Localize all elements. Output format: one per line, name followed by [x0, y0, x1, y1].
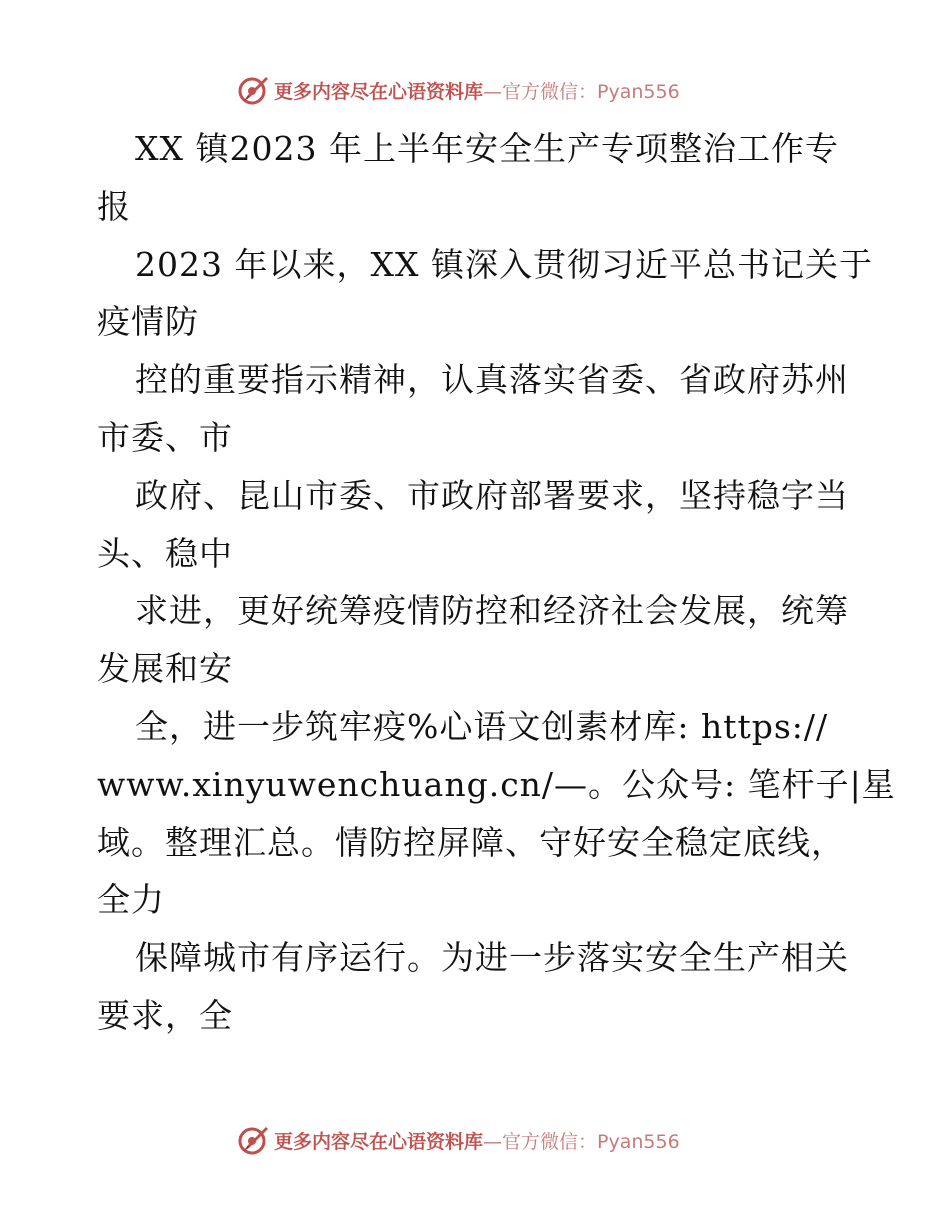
- footer-watermark: [236, 1122, 756, 1158]
- text-line: 要求，全: [97, 995, 233, 1035]
- text-line: 求进，更好统筹疫情防控和经济社会发展，统筹: [135, 591, 849, 631]
- pen-logo-icon: [236, 1123, 270, 1157]
- text-line: 发展和安: [97, 649, 233, 689]
- text-line: 头、稳中: [97, 533, 233, 573]
- text-line: 市委、市: [97, 417, 233, 457]
- text-line: 全力: [97, 880, 165, 920]
- watermark-suffix: —官方微信：Pyan556: [483, 80, 680, 103]
- text-line: 全，进一步筑牢疫%心语文创素材库: https://: [135, 706, 829, 746]
- text-line: 2023 年以来，XX 镇深入贯彻习近平总书记关于: [135, 244, 873, 284]
- text-line: 域。整理汇总。情防控屏障、守好安全稳定底线，: [97, 822, 845, 862]
- text-line: 报: [97, 186, 131, 226]
- text-line: 政府、昆山市委、市政府部署要求，坚持稳字当: [135, 475, 849, 515]
- document-title-line: XX 镇2023 年上半年安全生产专项整治工作专: [135, 129, 839, 168]
- watermark-text: [274, 1127, 680, 1154]
- pen-logo-icon: [236, 73, 270, 107]
- text-line: 保障城市有序运行。为进一步落实安全生产相关: [135, 938, 849, 978]
- header-watermark: [236, 72, 756, 108]
- document-body: [97, 120, 896, 1045]
- watermark-text: [274, 77, 680, 104]
- watermark-suffix: —官方微信：Pyan556: [483, 1130, 680, 1153]
- text-line: 控的重要指示精神，认真落实省委、省政府苏州: [135, 360, 849, 400]
- text-line: 疫情防: [97, 302, 199, 342]
- watermark-prefix: 更多内容尽在心语资料库: [274, 80, 484, 103]
- text-line: www.xinyuwenchuang.cn/—。公众号: 笔杆子|星: [97, 764, 896, 804]
- watermark-prefix: 更多内容尽在心语资料库: [274, 1130, 484, 1153]
